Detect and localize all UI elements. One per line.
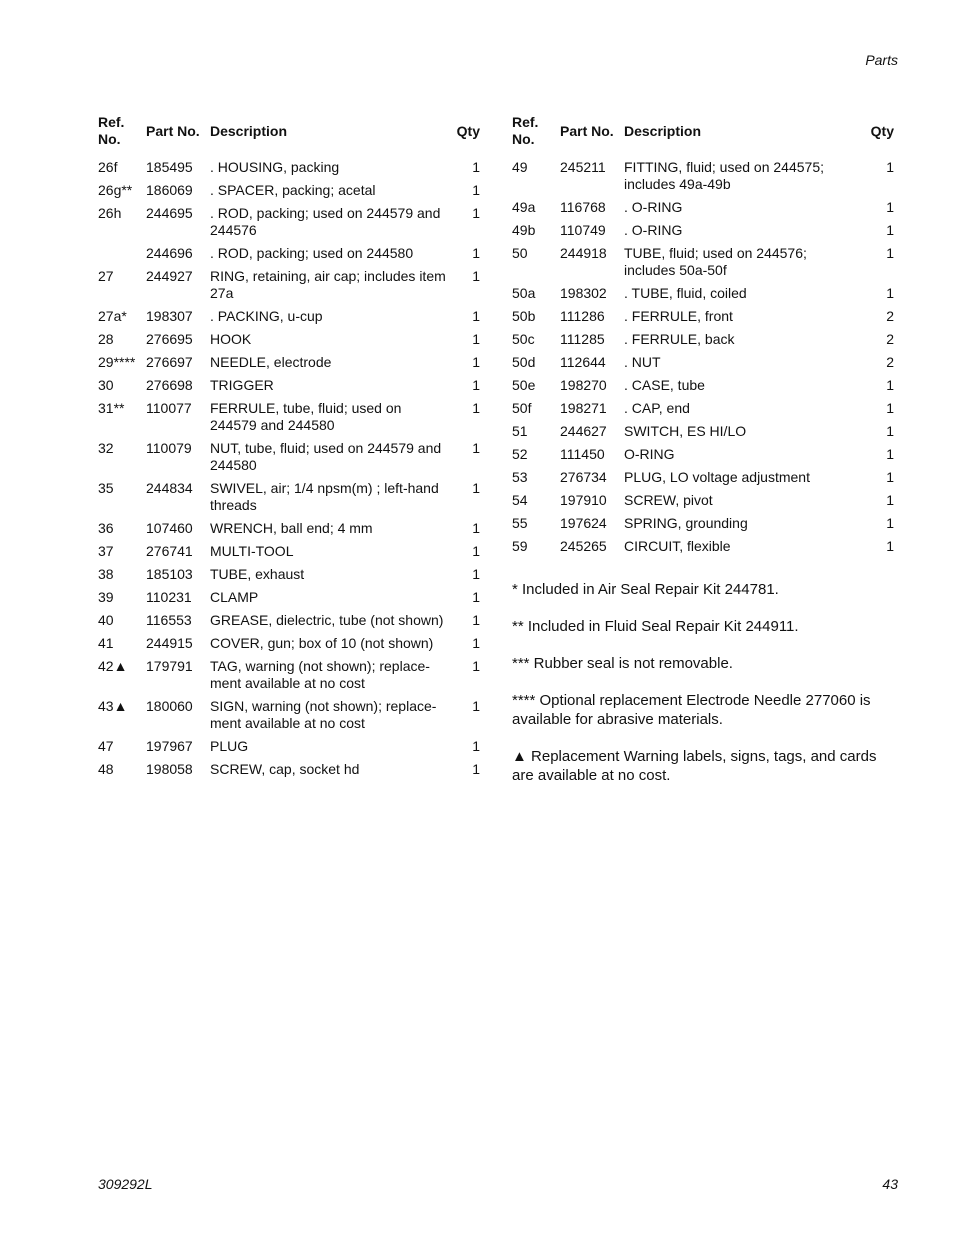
- cell-part-no: 244695: [146, 205, 193, 221]
- table-row: [512, 535, 894, 558]
- cell-description: RING, retaining, air cap; includes item 27a: [210, 268, 446, 301]
- cell-qty: 1: [472, 635, 480, 651]
- cell-qty: 1: [472, 658, 480, 674]
- cell-qty: 1: [886, 538, 894, 554]
- table-row: [512, 489, 894, 512]
- cell-description: SWIVEL, air; 1/4 npsm(m) ; left-hand threads: [210, 480, 439, 513]
- cell-description: . PACKING, u-cup: [210, 308, 323, 324]
- col-header-ref-no: Ref. No.: [98, 114, 125, 147]
- cell-description: HOOK: [210, 331, 252, 347]
- cell-part-no: 179791: [146, 658, 193, 674]
- cell-qty: 1: [472, 400, 480, 416]
- cell-qty: 1: [886, 400, 894, 416]
- cell-ref-no: 41: [98, 635, 114, 651]
- cell-part-no: 276741: [146, 543, 193, 559]
- cell-description: PLUG, LO voltage adjustment: [624, 469, 810, 485]
- cell-qty: 1: [886, 159, 894, 175]
- cell-part-no: 245265: [560, 538, 607, 554]
- cell-qty: 1: [472, 612, 480, 628]
- table-row: [98, 179, 480, 202]
- cell-part-no: 111285: [560, 331, 605, 347]
- table-row: [98, 655, 480, 695]
- cell-description: . FERRULE, front: [624, 308, 733, 324]
- cell-description: . NUT: [624, 354, 661, 370]
- cell-ref-no: 26h: [98, 205, 122, 221]
- table-row: [98, 397, 480, 437]
- cell-part-no: 116768: [560, 199, 606, 215]
- cell-qty: 1: [886, 492, 894, 508]
- running-header-section: Parts: [865, 52, 898, 68]
- col-header-qty: Qty: [456, 122, 480, 139]
- col-header-description: Description: [210, 122, 288, 139]
- cell-description: SPRING, grounding: [624, 515, 748, 531]
- table-row: [512, 351, 894, 374]
- cell-part-no: 276697: [146, 354, 193, 370]
- cell-description: . O-RING: [624, 199, 683, 215]
- cell-description: . SPACER, packing; acetal: [210, 182, 376, 198]
- cell-ref-no: 54: [512, 492, 528, 508]
- cell-description: O-RING: [624, 446, 675, 462]
- cell-part-no: 110077: [146, 400, 192, 416]
- table-row: [98, 351, 480, 374]
- cell-description: . O-RING: [624, 222, 683, 238]
- cell-part-no: 244696: [146, 245, 193, 261]
- table-row: [98, 156, 480, 179]
- cell-description: NEEDLE, electrode: [210, 354, 332, 370]
- table-row: [98, 374, 480, 397]
- cell-part-no: 110231: [146, 589, 192, 605]
- cell-qty: 1: [886, 469, 894, 485]
- cell-part-no: 116553: [146, 612, 192, 628]
- cell-qty: 1: [472, 205, 480, 221]
- cell-qty: 1: [886, 199, 894, 215]
- table-row: [512, 443, 894, 466]
- cell-ref-no: 30: [98, 377, 114, 393]
- col-header-part-no: Part No.: [146, 122, 200, 139]
- cell-ref-no: 29****: [98, 354, 136, 370]
- footnotes: [512, 580, 897, 803]
- table-header-row: [512, 114, 894, 156]
- cell-part-no: 197910: [560, 492, 607, 508]
- cell-qty: 2: [886, 354, 894, 370]
- cell-description: COVER, gun; box of 10 (not shown): [210, 635, 434, 651]
- cell-description: . ROD, packing; used on 244579 and 244576: [210, 205, 441, 238]
- table-row: [98, 517, 480, 540]
- cell-qty: 1: [472, 245, 480, 261]
- cell-description: FITTING, fluid; used on 244575; includes 49a-49b: [624, 159, 824, 192]
- cell-part-no: 198271: [560, 400, 607, 416]
- cell-qty: 1: [472, 377, 480, 393]
- table-row: [98, 563, 480, 586]
- cell-ref-no: 36: [98, 520, 114, 536]
- cell-description: . CASE, tube: [624, 377, 705, 393]
- cell-description: SCREW, cap, socket hd: [210, 761, 360, 777]
- footer-doc-number: 309292L: [98, 1176, 153, 1192]
- cell-qty: 2: [886, 331, 894, 347]
- footnote-fluid-seal-kit: ** Included in Fluid Seal Repair Kit 244911.: [512, 618, 799, 635]
- table-row: [512, 512, 894, 535]
- cell-qty: 1: [472, 440, 480, 456]
- col-header-qty: Qty: [870, 122, 894, 139]
- cell-ref-no: 39: [98, 589, 114, 605]
- table-row: [98, 202, 480, 242]
- cell-ref-no: 35: [98, 480, 114, 496]
- cell-ref-no: 50a: [512, 285, 536, 301]
- footer-page-number: 43: [882, 1176, 898, 1192]
- cell-part-no: 198058: [146, 761, 193, 777]
- cell-ref-no: 40: [98, 612, 114, 628]
- cell-ref-no: 50d: [512, 354, 536, 370]
- cell-part-no: 185103: [146, 566, 193, 582]
- cell-ref-no: 43▲: [98, 698, 128, 714]
- parts-table-left: [98, 114, 480, 781]
- cell-description: TUBE, exhaust: [210, 566, 305, 582]
- table-row: [512, 242, 894, 282]
- cell-part-no: 198302: [560, 285, 607, 301]
- cell-part-no: 110749: [560, 222, 606, 238]
- cell-ref-no: 27: [98, 268, 114, 284]
- cell-description: . CAP, end: [624, 400, 690, 416]
- table-body-right: [512, 156, 894, 558]
- cell-part-no: 276734: [560, 469, 607, 485]
- cell-part-no: 198307: [146, 308, 193, 324]
- table-row: [98, 758, 480, 781]
- cell-description: GREASE, dielectric, tube (not shown): [210, 612, 444, 628]
- cell-qty: 1: [472, 698, 480, 714]
- cell-description: . TUBE, fluid, coiled: [624, 285, 747, 301]
- cell-qty: 1: [472, 354, 480, 370]
- cell-part-no: 185495: [146, 159, 193, 175]
- footnote-warning-labels: ▲ Replacement Warning labels, signs, tags, and cards are available at no cost.: [512, 748, 877, 784]
- table-row: [98, 695, 480, 735]
- cell-ref-no: 32: [98, 440, 114, 456]
- table-row: [98, 477, 480, 517]
- table-body-left: [98, 156, 480, 781]
- cell-ref-no: 50: [512, 245, 528, 261]
- cell-qty: 1: [472, 159, 480, 175]
- table-row: [98, 586, 480, 609]
- cell-qty: 1: [472, 480, 480, 496]
- table-row: [98, 328, 480, 351]
- cell-description: . HOUSING, packing: [210, 159, 340, 175]
- cell-description: PLUG: [210, 738, 249, 754]
- cell-ref-no: 26g**: [98, 182, 133, 198]
- cell-description: CLAMP: [210, 589, 259, 605]
- cell-qty: 1: [886, 446, 894, 462]
- cell-description: . ROD, packing; used on 244580: [210, 245, 414, 261]
- cell-part-no: 244915: [146, 635, 193, 651]
- footnote-air-seal-kit: * Included in Air Seal Repair Kit 244781.: [512, 581, 779, 598]
- table-row: [98, 632, 480, 655]
- cell-qty: 1: [472, 761, 480, 777]
- cell-qty: 1: [886, 285, 894, 301]
- table-row: [98, 437, 480, 477]
- cell-ref-no: 26f: [98, 159, 118, 175]
- cell-ref-no: 47: [98, 738, 114, 754]
- cell-description: MULTI-TOOL: [210, 543, 294, 559]
- parts-table-right: [512, 114, 894, 558]
- cell-ref-no: 53: [512, 469, 528, 485]
- cell-description: NUT, tube, fluid; used on 244579 and 244580: [210, 440, 442, 473]
- cell-part-no: 180060: [146, 698, 193, 714]
- table-row: [512, 466, 894, 489]
- cell-part-no: 244918: [560, 245, 607, 261]
- cell-part-no: 111450: [560, 446, 605, 462]
- cell-qty: 1: [886, 515, 894, 531]
- cell-ref-no: 55: [512, 515, 528, 531]
- table-row: [512, 196, 894, 219]
- cell-part-no: 245211: [560, 159, 606, 175]
- table-row: [512, 282, 894, 305]
- cell-ref-no: 27a*: [98, 308, 127, 324]
- table-row: [98, 609, 480, 632]
- cell-part-no: 197624: [560, 515, 607, 531]
- cell-ref-no: 49a: [512, 199, 536, 215]
- cell-ref-no: 50c: [512, 331, 535, 347]
- table-row: [512, 374, 894, 397]
- cell-description: TUBE, fluid; used on 244576; includes 50a-50f: [624, 245, 807, 278]
- cell-ref-no: 59: [512, 538, 528, 554]
- cell-qty: 1: [886, 377, 894, 393]
- table-header-row: [98, 114, 480, 156]
- cell-description: TAG, warning (not shown); replace-ment available at no cost: [210, 658, 430, 691]
- cell-part-no: 111286: [560, 308, 605, 324]
- table-row: [98, 242, 480, 265]
- cell-ref-no: 37: [98, 543, 114, 559]
- col-header-part-no: Part No.: [560, 122, 614, 139]
- table-row: [512, 397, 894, 420]
- cell-description: SIGN, warning (not shown); replace-ment available at no cost: [210, 698, 437, 731]
- cell-qty: 1: [472, 566, 480, 582]
- footnote-electrode-needle: **** Optional replacement Electrode Needle 277060 is available for abrasive materials.: [512, 692, 871, 728]
- cell-ref-no: 49: [512, 159, 528, 175]
- cell-part-no: 244627: [560, 423, 607, 439]
- cell-ref-no: 31**: [98, 400, 125, 416]
- cell-part-no: 244927: [146, 268, 193, 284]
- cell-qty: 1: [472, 308, 480, 324]
- cell-qty: 1: [472, 520, 480, 536]
- col-header-description: Description: [624, 122, 702, 139]
- cell-qty: 1: [886, 423, 894, 439]
- cell-qty: 1: [472, 738, 480, 754]
- cell-ref-no: 50e: [512, 377, 536, 393]
- cell-ref-no: 38: [98, 566, 114, 582]
- cell-qty: 1: [886, 222, 894, 238]
- table-row: [512, 328, 894, 351]
- cell-ref-no: 50b: [512, 308, 536, 324]
- cell-qty: 1: [472, 331, 480, 347]
- table-row: [512, 420, 894, 443]
- cell-part-no: 112644: [560, 354, 606, 370]
- cell-description: SWITCH, ES HI/LO: [624, 423, 747, 439]
- cell-qty: 1: [472, 268, 480, 284]
- cell-ref-no: 50f: [512, 400, 532, 416]
- cell-qty: 1: [472, 543, 480, 559]
- cell-part-no: 276695: [146, 331, 193, 347]
- cell-description: TRIGGER: [210, 377, 274, 393]
- table-row: [98, 735, 480, 758]
- cell-part-no: 186069: [146, 182, 193, 198]
- cell-ref-no: 49b: [512, 222, 536, 238]
- cell-part-no: 276698: [146, 377, 193, 393]
- cell-ref-no: 42▲: [98, 658, 128, 674]
- table-row: [98, 265, 480, 305]
- cell-qty: 1: [472, 589, 480, 605]
- cell-ref-no: 48: [98, 761, 114, 777]
- cell-part-no: 197967: [146, 738, 193, 754]
- cell-qty: 1: [886, 245, 894, 261]
- table-row: [512, 305, 894, 328]
- cell-ref-no: 28: [98, 331, 114, 347]
- cell-qty: 2: [886, 308, 894, 324]
- table-row: [512, 156, 894, 196]
- table-row: [98, 540, 480, 563]
- cell-ref-no: 51: [512, 423, 528, 439]
- cell-part-no: 107460: [146, 520, 193, 536]
- cell-description: CIRCUIT, flexible: [624, 538, 731, 554]
- cell-ref-no: [98, 242, 146, 265]
- cell-description: . FERRULE, back: [624, 331, 735, 347]
- cell-description: WRENCH, ball end; 4 mm: [210, 520, 373, 536]
- footnote-rubber-seal: *** Rubber seal is not removable.: [512, 655, 733, 672]
- cell-qty: 1: [472, 182, 480, 198]
- cell-description: FERRULE, tube, fluid; used on 244579 and 244580: [210, 400, 402, 433]
- col-header-ref-no: Ref. No.: [512, 114, 539, 147]
- cell-ref-no: 52: [512, 446, 528, 462]
- table-row: [98, 305, 480, 328]
- cell-part-no: 244834: [146, 480, 193, 496]
- table-row: [512, 219, 894, 242]
- cell-part-no: 198270: [560, 377, 607, 393]
- cell-description: SCREW, pivot: [624, 492, 713, 508]
- cell-part-no: 110079: [146, 440, 192, 456]
